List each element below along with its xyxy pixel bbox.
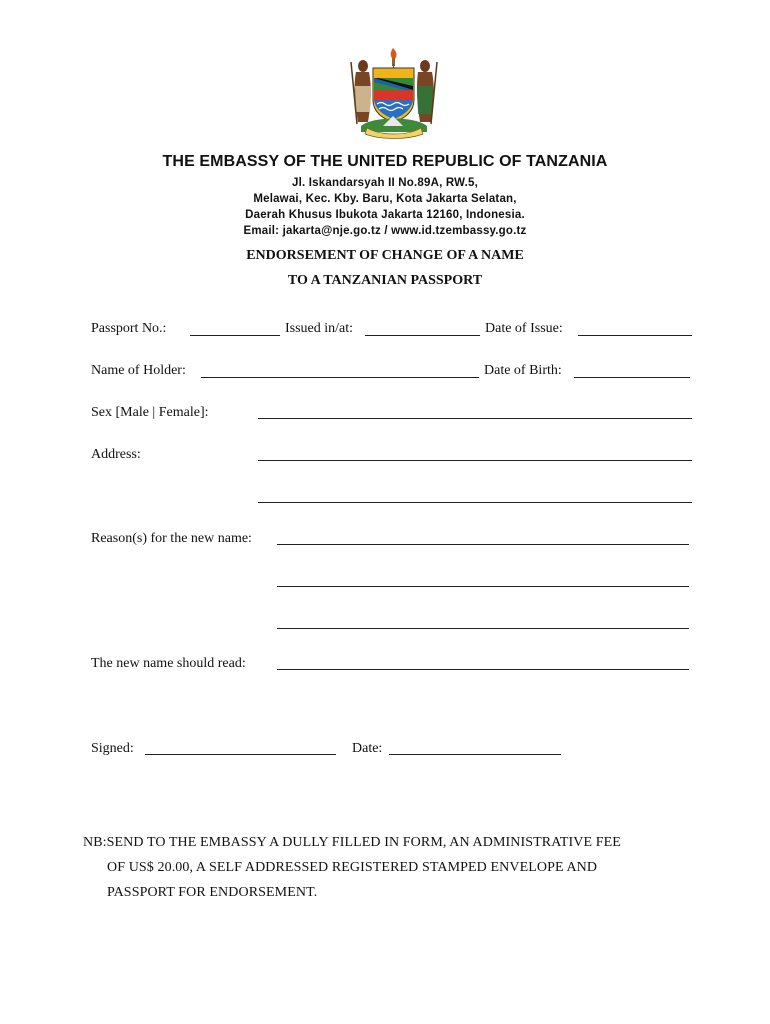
reasons-label: Reason(s) for the new name: xyxy=(91,531,252,546)
date-label: Date: xyxy=(352,741,383,756)
svg-text:·: · xyxy=(393,131,395,136)
note-line-2: OF US$ 20.00, A SELF ADDRESSED REGISTERED STAMPED ENVELOPE AND xyxy=(107,860,598,875)
contact-line: Email: jakarta@nje.go.tz / www.id.tzembassy.go.tz xyxy=(243,225,527,237)
address-line-3: Daerah Khusus Ibukota Jakarta 12160, Indonesia. xyxy=(245,209,525,221)
date-of-birth-label: Date of Birth: xyxy=(484,363,562,378)
passport-no-field[interactable] xyxy=(190,335,280,336)
date-field[interactable] xyxy=(389,754,561,755)
name-of-holder-label: Name of Holder: xyxy=(91,363,186,378)
reasons-field-line-2[interactable] xyxy=(277,586,689,587)
address-field-line-2[interactable] xyxy=(258,502,692,503)
signature-field[interactable] xyxy=(145,754,336,755)
date-of-issue-field[interactable] xyxy=(578,335,692,336)
new-name-label: The new name should read: xyxy=(91,656,246,671)
address-line-2: Melawai, Kec. Kby. Baru, Kota Jakarta Selatan, xyxy=(253,193,517,205)
sex-field[interactable] xyxy=(258,418,692,419)
signed-label: Signed: xyxy=(91,741,134,756)
name-of-holder-field[interactable] xyxy=(201,377,479,378)
passport-no-label: Passport No.: xyxy=(91,321,167,336)
date-of-issue-label: Date of Issue: xyxy=(485,321,563,336)
address-line-1: Jl. Iskandarsyah II No.89A, RW.5, xyxy=(292,177,478,189)
form-title-line-1: ENDORSEMENT OF CHANGE OF A NAME xyxy=(246,248,524,263)
note-line-3: PASSPORT FOR ENDORSEMENT. xyxy=(107,885,318,900)
embassy-title: THE EMBASSY OF THE UNITED REPUBLIC OF TANZANIA xyxy=(162,153,608,170)
reasons-field-line-3[interactable] xyxy=(277,628,689,629)
issued-at-field[interactable] xyxy=(365,335,480,336)
new-name-field[interactable] xyxy=(277,669,689,670)
tanzania-coat-of-arms-icon xyxy=(343,42,445,140)
sex-label: Sex [Male | Female]: xyxy=(91,405,209,420)
date-of-birth-field[interactable] xyxy=(574,377,690,378)
reasons-field-line-1[interactable] xyxy=(277,544,689,545)
issued-at-label: Issued in/at: xyxy=(285,321,354,336)
address-label: Address: xyxy=(91,447,141,462)
form-title-line-2: TO A TANZANIAN PASSPORT xyxy=(287,273,483,288)
note-line-1: NB:SEND TO THE EMBASSY A DULLY FILLED IN FORM, AN ADMINISTRATIVE FEE xyxy=(83,835,621,850)
address-field-line-1[interactable] xyxy=(258,460,692,461)
